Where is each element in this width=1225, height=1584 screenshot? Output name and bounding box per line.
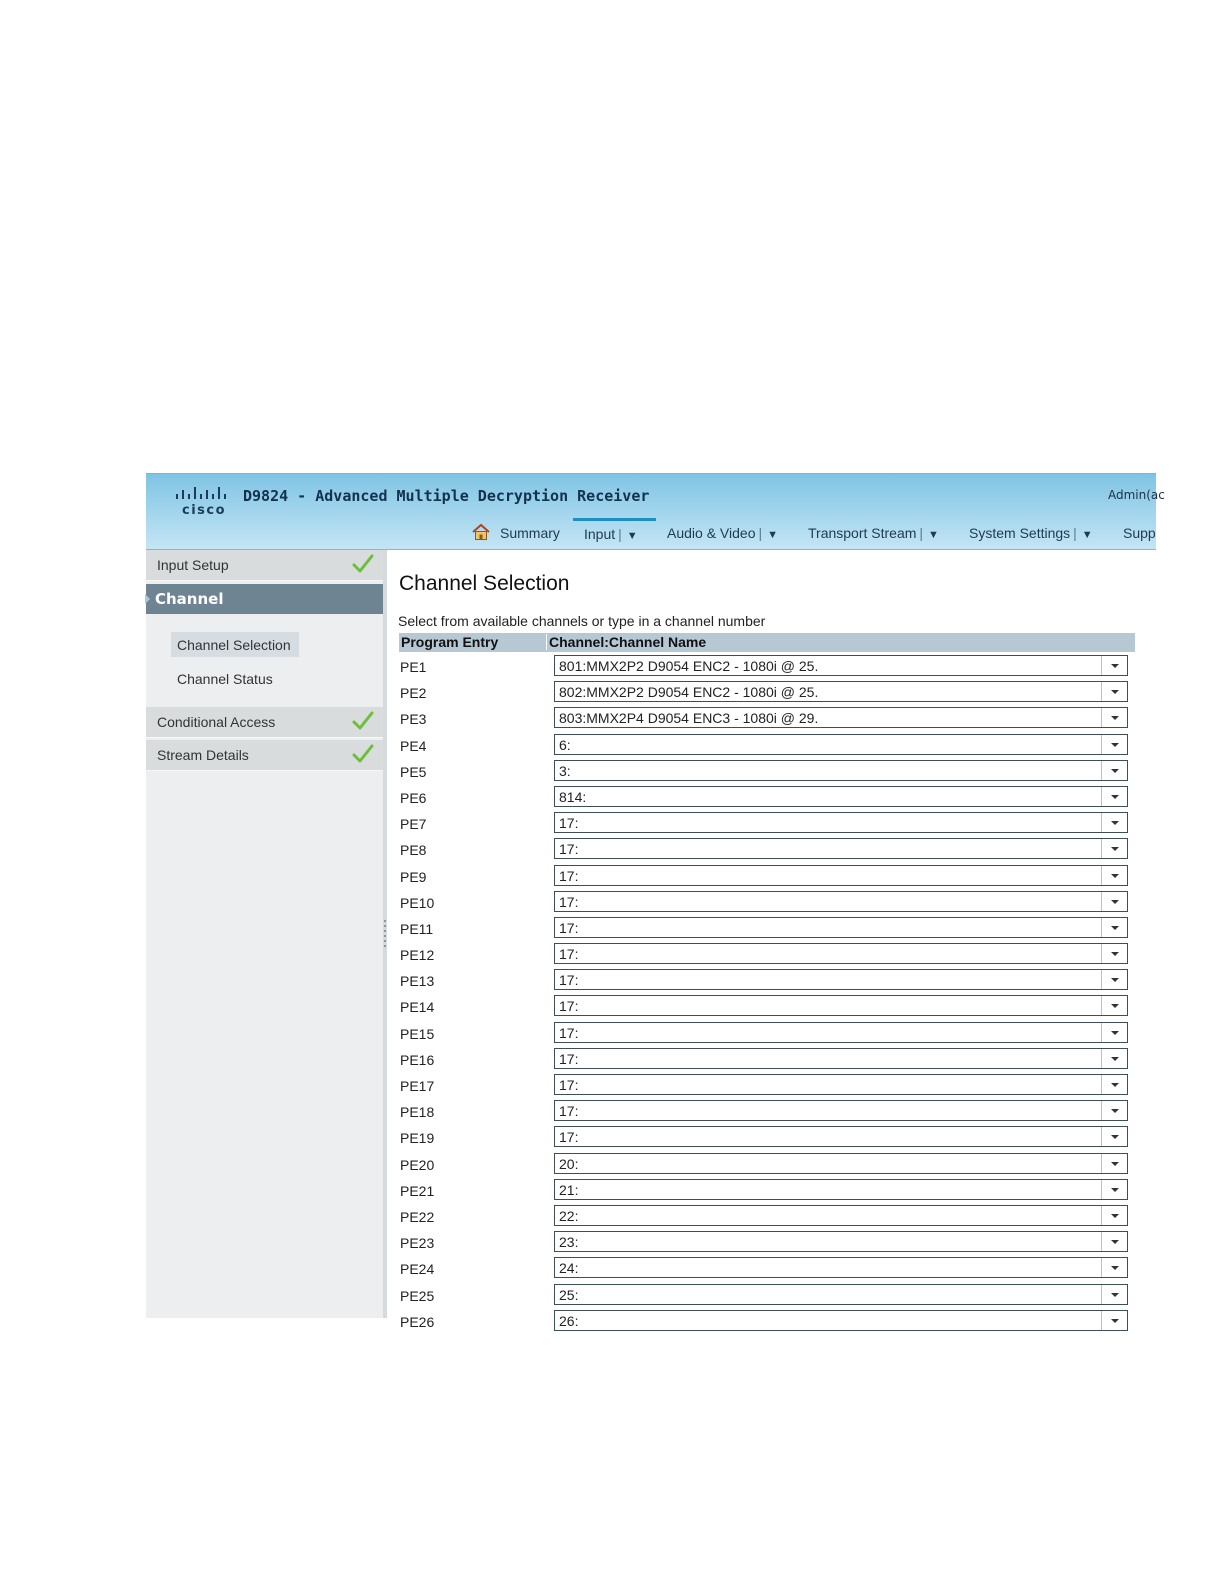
program-entry-label: PE20 — [400, 1156, 435, 1173]
cisco-logo — [176, 486, 232, 518]
table-row — [387, 681, 1156, 707]
channel-combobox[interactable] — [554, 707, 1128, 728]
channel-combobox[interactable] — [554, 812, 1128, 833]
chevron-down-icon[interactable] — [1101, 1285, 1127, 1304]
chevron-down-icon[interactable] — [1101, 1075, 1127, 1094]
table-row — [387, 1153, 1156, 1179]
chevron-down-icon[interactable] — [1101, 761, 1127, 780]
header-bar — [146, 474, 1165, 550]
program-entry-label: PE8 — [400, 842, 427, 859]
chevron-down-icon[interactable]: ▼ — [928, 529, 939, 541]
table-row — [387, 786, 1156, 812]
channel-combobox[interactable] — [554, 655, 1128, 676]
table-row — [387, 1048, 1156, 1074]
program-entry-label: PE22 — [400, 1208, 435, 1225]
main-nav — [146, 519, 1156, 549]
chevron-down-icon[interactable] — [1101, 1154, 1127, 1173]
program-entry-label: PE24 — [400, 1261, 435, 1278]
sidebar — [146, 550, 383, 1318]
channel-combobox[interactable] — [554, 1179, 1128, 1200]
channel-combobox[interactable] — [554, 1153, 1128, 1174]
chevron-down-icon[interactable] — [1101, 708, 1127, 727]
table-header — [399, 633, 1135, 652]
channel-value[interactable]: 17: — [559, 1050, 579, 1067]
table-row — [387, 891, 1156, 917]
sidebar-subitem-channel-selection[interactable]: Channel Selection — [171, 632, 299, 657]
channel-value[interactable]: 22: — [559, 1207, 579, 1224]
channel-value[interactable]: 17: — [559, 867, 579, 884]
table-row — [387, 760, 1156, 786]
channel-combobox[interactable] — [554, 917, 1128, 938]
channel-value[interactable]: 801:MMX2P2 D9054 ENC2 - 1080i @ 25. — [559, 658, 819, 674]
chevron-down-icon[interactable] — [1101, 1127, 1127, 1146]
sidebar-item-stream-details[interactable]: Stream Details — [146, 740, 383, 771]
sidebar-item-channel[interactable]: Channel — [146, 584, 383, 614]
program-entry-label: PE25 — [400, 1287, 435, 1304]
chevron-down-icon[interactable] — [1101, 1023, 1127, 1042]
chevron-down-icon[interactable] — [1101, 1049, 1127, 1068]
chevron-down-icon[interactable] — [1101, 1258, 1127, 1277]
channel-value[interactable]: 26: — [559, 1312, 579, 1329]
chevron-down-icon[interactable] — [1101, 1311, 1127, 1330]
chevron-down-icon[interactable]: ▼ — [767, 529, 779, 541]
chevron-down-icon[interactable] — [1101, 892, 1127, 911]
program-entry-label: PE23 — [400, 1235, 435, 1252]
table-row — [387, 865, 1156, 891]
channel-value[interactable]: 17: — [559, 1077, 579, 1093]
channel-value[interactable]: 17: — [559, 841, 579, 858]
channel-combobox[interactable] — [554, 995, 1128, 1016]
table-row — [387, 917, 1156, 943]
program-entry-label: PE1 — [400, 659, 427, 675]
chevron-down-icon[interactable]: ▼ — [1081, 529, 1093, 541]
channel-combobox[interactable] — [554, 969, 1128, 990]
program-entry-label: PE3 — [400, 711, 427, 728]
channel-combobox[interactable] — [554, 1257, 1128, 1278]
channel-value[interactable]: 17: — [559, 893, 579, 910]
channel-value[interactable]: 17: — [559, 946, 579, 963]
channel-value[interactable]: 17: — [559, 1103, 579, 1120]
check-icon — [352, 744, 374, 764]
channel-value[interactable]: 17: — [559, 972, 579, 989]
program-entry-label: PE4 — [400, 737, 427, 754]
home-icon[interactable] — [471, 523, 491, 541]
table-row — [387, 1231, 1156, 1257]
channel-combobox[interactable] — [554, 943, 1128, 964]
nav-system-settings[interactable]: System Settings | ▼ — [969, 525, 1093, 541]
table-row — [387, 812, 1156, 838]
table-row — [387, 995, 1156, 1021]
channel-combobox[interactable] — [554, 734, 1128, 755]
user-menu[interactable]: Admin(ac — [1108, 488, 1165, 502]
channel-value[interactable]: 803:MMX2P4 D9054 ENC3 - 1080i @ 29. — [559, 710, 819, 727]
splitter-grip-icon[interactable] — [384, 920, 386, 948]
chevron-down-icon[interactable] — [1101, 1232, 1127, 1251]
channel-value[interactable]: 23: — [559, 1234, 579, 1251]
channel-combobox[interactable] — [554, 1284, 1128, 1305]
table-row — [387, 969, 1156, 995]
chevron-down-icon[interactable] — [1101, 1180, 1127, 1199]
program-entry-label: PE19 — [400, 1130, 435, 1147]
channel-value[interactable]: 3: — [559, 762, 571, 779]
chevron-down-icon[interactable] — [1101, 866, 1127, 885]
column-header-channel-name: Channel:Channel Name — [546, 634, 706, 650]
table-row — [387, 1100, 1156, 1126]
channel-combobox[interactable] — [554, 786, 1128, 807]
sidebar-subitem-channel-status[interactable]: Channel Status — [177, 671, 273, 687]
channel-combobox[interactable] — [554, 1100, 1128, 1121]
program-entry-label: PE21 — [400, 1182, 435, 1199]
channel-value[interactable]: 6: — [559, 736, 571, 753]
channel-value[interactable]: 21: — [559, 1181, 579, 1198]
program-entry-label: PE11 — [400, 920, 434, 937]
check-icon — [352, 711, 374, 731]
channel-value[interactable]: 20: — [559, 1155, 579, 1172]
nav-summary[interactable]: Summary — [500, 525, 560, 541]
chevron-down-icon[interactable] — [1101, 944, 1127, 963]
channel-value[interactable]: 17: — [559, 1024, 579, 1041]
table-row — [387, 1284, 1156, 1310]
channel-combobox[interactable] — [554, 1022, 1128, 1043]
program-entry-label: PE2 — [400, 685, 427, 702]
channel-value[interactable]: 17: — [559, 1129, 579, 1146]
table-row — [387, 943, 1156, 969]
program-entry-label: PE10 — [400, 894, 435, 911]
check-icon — [352, 554, 374, 574]
nav-support[interactable]: Supp — [1123, 525, 1156, 541]
chevron-down-icon[interactable] — [1101, 656, 1127, 675]
chevron-down-icon[interactable] — [1101, 839, 1127, 858]
program-entry-label: PE17 — [400, 1078, 435, 1094]
program-entry-label: PE18 — [400, 1104, 435, 1121]
chevron-down-icon[interactable] — [1101, 918, 1127, 937]
program-entry-label: PE16 — [400, 1051, 435, 1068]
main-content — [387, 550, 1156, 1330]
program-entry-label: PE13 — [400, 973, 435, 990]
program-entry-label: PE14 — [400, 999, 435, 1016]
logo-wordmark: cisco — [182, 503, 227, 518]
app-title: D9824 - Advanced Multiple Decryption Receiver — [243, 487, 650, 505]
table-row — [387, 1310, 1156, 1336]
nav-audio-video[interactable]: Audio & Video | ▼ — [667, 525, 779, 541]
chevron-down-icon[interactable] — [1101, 970, 1127, 989]
channel-value[interactable]: 17: — [559, 815, 579, 832]
table-row — [387, 1074, 1156, 1100]
channel-combobox[interactable] — [554, 1126, 1128, 1147]
table-row — [387, 707, 1156, 733]
channel-combobox[interactable] — [554, 1310, 1128, 1331]
column-header-program-entry: Program Entry — [401, 634, 499, 650]
table-row — [387, 838, 1156, 864]
channel-value[interactable]: 17: — [559, 998, 579, 1015]
program-entry-label: PE15 — [400, 1025, 435, 1042]
program-entry-label: PE7 — [400, 816, 427, 833]
chevron-down-icon[interactable] — [1101, 787, 1127, 806]
app-window — [146, 473, 1165, 1330]
chevron-down-icon[interactable]: ▼ — [626, 530, 638, 542]
chevron-down-icon[interactable] — [1101, 735, 1127, 754]
channel-value[interactable]: 25: — [559, 1286, 579, 1303]
sidebar-item-conditional-access[interactable]: Conditional Access — [146, 707, 383, 738]
nav-active-indicator — [573, 518, 656, 521]
channel-combobox[interactable] — [554, 1205, 1128, 1226]
active-arrow-icon — [145, 594, 150, 604]
nav-transport-stream[interactable]: Transport Stream | ▼ — [808, 525, 939, 541]
channel-combobox[interactable] — [554, 1048, 1128, 1069]
sidebar-item-input-setup[interactable]: Input Setup — [146, 550, 383, 581]
channel-value[interactable]: 17: — [559, 919, 579, 936]
program-entry-label: PE26 — [400, 1313, 435, 1330]
program-entry-label: PE12 — [400, 947, 435, 964]
channel-value[interactable]: 24: — [559, 1260, 579, 1277]
channel-combobox[interactable] — [554, 838, 1128, 859]
channel-combobox[interactable] — [554, 1074, 1128, 1095]
channel-combobox[interactable] — [554, 681, 1128, 702]
table-row — [387, 1022, 1156, 1048]
channel-combobox[interactable] — [554, 891, 1128, 912]
channel-combobox[interactable] — [554, 1231, 1128, 1252]
program-entry-label: PE5 — [400, 763, 427, 780]
table-row — [387, 1126, 1156, 1152]
channel-combobox[interactable] — [554, 760, 1128, 781]
instruction-text: Select from available channels or type in a channel number — [398, 613, 766, 629]
table-row — [387, 734, 1156, 760]
channel-value[interactable]: 814: — [559, 788, 587, 805]
chevron-down-icon[interactable] — [1101, 1206, 1127, 1225]
chevron-down-icon[interactable] — [1101, 682, 1127, 701]
program-entry-label: PE6 — [400, 789, 427, 806]
chevron-down-icon[interactable] — [1101, 996, 1127, 1015]
table-row — [387, 1179, 1156, 1205]
chevron-down-icon[interactable] — [1101, 813, 1127, 832]
table-row — [387, 1257, 1156, 1283]
nav-input[interactable]: Input | ▼ — [584, 526, 638, 542]
channel-value[interactable]: 802:MMX2P2 D9054 ENC2 - 1080i @ 25. — [559, 684, 819, 701]
channel-combobox[interactable] — [554, 865, 1128, 886]
channel-table-body — [387, 655, 1156, 1330]
program-entry-label: PE9 — [400, 868, 427, 885]
chevron-down-icon[interactable] — [1101, 1101, 1127, 1120]
table-row — [387, 1205, 1156, 1231]
page-title: Channel Selection — [399, 572, 570, 595]
table-row — [387, 655, 1156, 681]
